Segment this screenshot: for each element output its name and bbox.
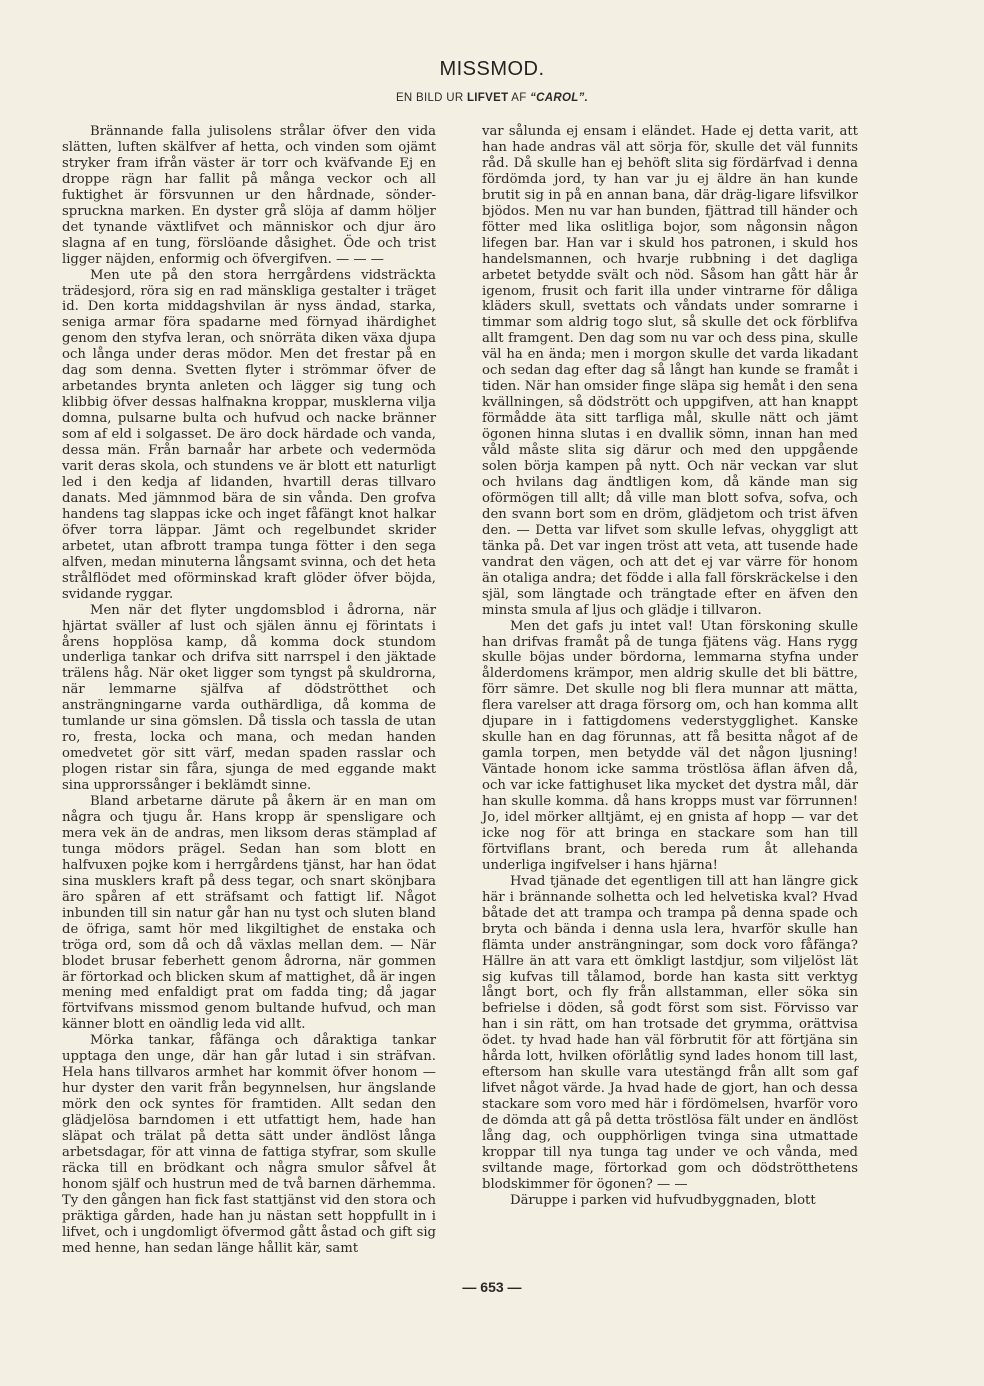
left-paragraph-2: Men ute på den stora herrgårdens vidsträckta trädesjord, röra sig en rad mänskliga gestalter i träget id. Den korta middagshvilan är nyss ändad, starka, seniga armar föra spadarne med förnyad ihärdighet genom den styfva leran, och snörräta diken växa djupa och långa under deras mödor. Men det frestar på en dag som denna. Svetten flyter i strömmar öfver de arbetandes brynta anleten och lägger sig tung och klibbig öfver dessas halfnakna kroppar, musklerna vilja domna, pulsarne bulta och hufvud och nacke bränner som af eld i solgasset. De äro dock härdade och vanda, dessa män. Från barnaår har arbete och vedermöda varit deras skola, och stundens ve är blott ett naturligt led i den kedja af lidanden, hvartill deras tillvaro danats. Med jämnmod bära de sin vånda. Den grofva handens tag slappas icke och inget fåfängt knot halkar öfver torra läppar. Jämt och regelbundet skrider arbetet, utan afbrott trampa tunga fötter i den sega alfven, medan minuterna långsamt svinna, och det heta strålflödet med oförminskad kraft glöder öfver böjda, svidande ryggar. [62, 267, 436, 602]
left-paragraph-4: Bland arbetarne därute på åkern är en man om några och tjugu år. Hans kropp är spensligare och mera vek än de andras, men liksom deras stämplad af tunga mödors prägel. Sedan han som blott en halfvuxen pojke kom i herrgårdens tjänst, har han ödat sina musklers kraft på dess tegar, och snart skönjbara äro spåren af ett sträfsamt och fattigt lif. Något inbunden till sin natur går han nu tyst och sluten bland de öfriga, samt hör med likgiltighet de enstaka och tröga ord, som då och då växlas mellan dem. — När blodet brusar feberhett genom ådrorna, när gommen är förtorkad och blicken skum af mattighet, då är ingen mening med enfaldigt prat om fadda ting; då jagar förtvifvans missmod genom bultande hufvud, och man känner blott en oändlig leda vid allt. [62, 794, 436, 1033]
subtitle-prefix: EN BILD UR [395, 92, 464, 104]
left-paragraph-1: Brännande falla julisolens strålar öfver den vida slätten, luften skälfver af hetta, och vinden som ojämt stryker fram ifrån väster är torr och kväfvande Ej en droppe rägn har fallit på många veckor och all fuktighet är försvunnen ur den hårdnade, sönder-spruckna marken. En dyster grå slöja af damm höljer det tynande växtlifvet och människor och djur äro slagna af en tung, förslöande dåsighet. Öde och trist ligger näjden, enformig och öfvergifven. — — — [62, 124, 436, 267]
right-text-column [482, 124, 858, 1209]
page-subtitle [0, 92, 984, 104]
left-paragraph-5: Mörka tankar, fåfänga och dåraktiga tankar upptaga den unge, där han går lutad i sin sträfvan. Hela hans tillvaros armhet har kommit öfver honom — hur dyster den varit från begynnelsen, hur ängslande mörk den ock syntes för framtiden. Allt sedan den glädjelösa barndomen i ett utfattigt hem, hade han släpat och trälat på detta sätt under ändlöst långa arbetsdagar, för att vinna de fattiga styfrar, som skulle räcka till en brödkant och några smulor såfvel åt honom själf och hustrun med de två barnen därhemma. Ty den gången han fick fast stattjänst vid den stora och präktiga gården, hade han ju nästan sett hoppfullt in i lifvet, och i ungdomligt öfvermod gått åstad och gift sig med henne, han sedan länge hållit kär, samt [62, 1033, 436, 1256]
right-paragraph-2: Men det gafs ju intet val! Utan förskoning skulle han drifvas framåt på de tunga fjätens väg. Hans rygg skulle böjas under bördorna, lemmarna styfna under ålderdomens krämpor, men aldrig skulle det bli bättre, förr sämre. Det skulle nog bli flera munnar att mätta, flera varelser att draga försorg om, och han komma allt djupare in i fattigdomens vederstygglighet. Kanske skulle han en dag förunnas, att få besitta något af de gamla torpen, men betydde väl det någon ljusning! Väntade honom icke samma tröstlösa äflan äfven då, och var icke fattighuset lika mycket det dystra mål, där han skulle komma. då hans kropps must var förrunnen! Jo, idel mörker alltjämt, ej en gnista af hopp — var det icke nog för att bringa en stackare som han till förtviflans brant, och bereda rum åt allehanda underliga ingifvelser i hans hjärna! [482, 618, 858, 873]
right-paragraph-4: Däruppe i parken vid hufvudbyggnaden, blott [510, 1192, 816, 1208]
subtitle-pseudonym: “CAROL”. [530, 92, 589, 104]
right-paragraph-3: Hvad tjänade det egentligen till att han längre gick här i brännande solhetta och led helvetiska kval? Hvad båtade det att trampa och trampa på denna spade och bryta och bända i denna usla lera, hvarför skulle han flämta under ansträngningar, som dock voro fåfänga? Hällre än att vara ett ömkligt lastdjur, som viljelöst lät sig kufvas till tålamod, borde han kasta sitt verktyg långt bort, och fly från allstamman, eller söka sin befrielse i döden, så godt först som sist. Förvisso var han i sin rätt, om han trotsade det grymma, orättvisa ödet. ty hvad hade han väl förbrutit för att förtjäna sin hårda lott, hvilken oförlåtlig synd lades honom till last, eftersom han skulle vara utestängd från allt som gaf lifvet något värde. Ja hvad hade de gjort, han och dessa stackare som voro med här i fördömelsen, hvarför voro de dömda att gå på detta tröstlösa fält under en ändlöst lång dag, och oupphörligen tvinga sina utmattade kroppar till nya tunga tag under ve och vånda, med sviltande mage, förtorkad gom och dödströtthetens blodskimmer för ögonen? — — [482, 873, 858, 1192]
subtitle-mid: AF [511, 92, 527, 104]
left-text-column [62, 124, 436, 1257]
page-title: MISSMOD. [439, 58, 545, 80]
page-number: — 653 — [462, 1279, 522, 1295]
subtitle-lifvet: LIFVET [466, 92, 509, 104]
left-paragraph-3: Men när det flyter ungdomsblod i ådrorna, när hjärtat sväller af lust och själen ännu ej förintats i årens hopplösa kamp, då komma dock stundom underliga tankar och drifva sitt narrspel i den jäktade trälens håg. När oket ligger som tyngst på skuldrorna, när lemmarne själfva af dödströtthet och ansträngningarne varda outhärdliga, då komma de tumlande ur sina gömslen. Då tissla och tassla de utan ro, fresta, locka och mana, och medan handen omedvetet gör sitt värf, medan spaden rasslar och plogen ristar sin fåra, sjunga de med eggande makt sina upprorssånger i beklämdt sinne. [62, 602, 436, 794]
right-paragraph-1: var sålunda ej ensam i eländet. Hade ej detta varit, att han hade andras väl att sörja för, skulle det väl funnits råd. Då skulle han ej behöft slita sig fördärfvad i denna fördömda jord, ty han var ju ej äldre än han kunde brutit sig in på en annan bana, där dräg-ligare lifsvilkor bjödos. Men nu var han bunden, fjättrad till händer och fötter med lika oslitliga bojor, som någonsin någon lifegen bar. Han var i skuld hos patronen, i skuld hos handelsmannen, och hvarje rubbning i det dagliga arbetet betydde svält och nöd. Såsom han gått här år igenom, frusit och farit illa under vintrarne för dåliga kläders skull, svettats och våndats under somrarne i timmar som aldrig togo slut, så skulle det ock förblifva allt framgent. Den dag som nu var och dess pina, skulle väl ha en ända; men i morgon skulle det varda likadant och sedan dag efter dag så långt han kunde se framåt i tiden. När han omsider finge släpa sig hemåt i den sena kvällningen, så dödstrött och uppgifven, att han knappt förmådde äta sitt tarfliga mål, skulle nätt och jämt ögonen hinna slutas i en dvallik sömn, innan han med våld måste slita sig därur och med den uppgående solen börja kampen på nytt. Och när veckan var slut och hvilans dag ändtligen kom, då kände man sig oförmögen till allt; då ville man blott sofva, sofva, och den svann bort som en dröm, glädjetom och trist äfven den. — Detta var lifvet som skulle lefvas, ohyggligt att tänka på. Det var ingen tröst att veta, att tusende hade vandrat den vägen, och att det ej var värre för honom än otaliga andra; det födde i alla fall förskräckelse i den själ, som längtade och trängtade efter en äfven den minsta smula af ljus och glädje i tillvaron. [482, 124, 858, 618]
